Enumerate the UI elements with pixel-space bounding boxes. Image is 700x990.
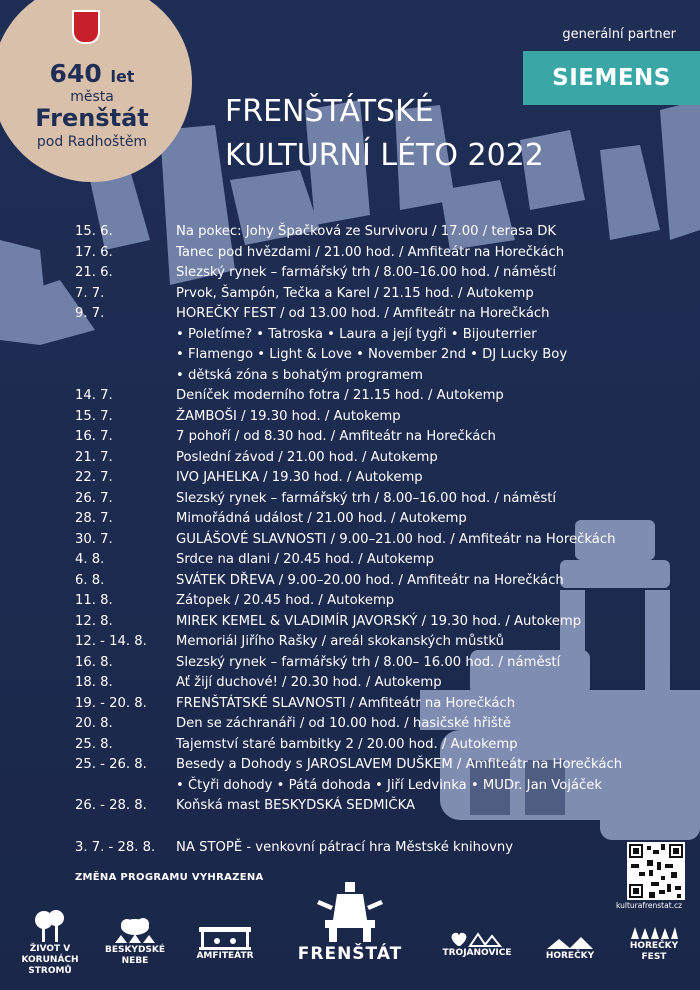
event-text: Prvok, Šampón, Tečka a Karel / 21.15 hod. / Autokemp	[176, 285, 534, 301]
event-row	[75, 243, 685, 264]
event-text: SVÁTEK DŘEVA / 9.00–20.00 hod. / Amfiteátr na Horečkách	[176, 572, 564, 588]
logo-horecky: HOREČKY	[538, 935, 602, 962]
event-row	[75, 571, 685, 592]
event-row	[75, 489, 685, 510]
event-row	[75, 612, 685, 633]
event-text: Koňská mast BESKYDSKÁ SEDMIČKA	[176, 798, 416, 813]
event-row	[75, 427, 685, 448]
event-text: Zátopek / 20.45 hod. / Autokemp	[176, 593, 395, 608]
event-date: 12. 8.	[75, 613, 113, 629]
event-text: Poslední závod / 21.00 hod. / Autokemp	[176, 449, 438, 465]
event-date: 16. 7.	[75, 429, 113, 444]
event-row	[75, 509, 685, 530]
event-date: 15. 7.	[75, 408, 113, 424]
event-row	[75, 653, 685, 674]
cloud-icon	[113, 915, 157, 945]
event-text: Tajemství staré bambitky 2 / 20.00 hod. / Autokemp	[176, 736, 518, 752]
event-date: 21. 7.	[75, 449, 113, 465]
event-date: 21. 6.	[75, 265, 113, 280]
event-row	[75, 407, 685, 428]
event-date: 26. - 28. 8.	[75, 798, 147, 813]
event-date: 30. 7.	[75, 531, 113, 547]
event-row	[75, 222, 685, 243]
qr-code-icon[interactable]	[627, 842, 685, 900]
event-date: 4. 8.	[75, 552, 105, 567]
event-date: 16. 8.	[75, 654, 113, 670]
event-text: GULÁŠOVÉ SLAVNOSTI / 9.00–21.00 hod. / Amfiteátr na Horečkách	[176, 531, 616, 547]
logo-horecky-fest: HOREČKY FEST	[622, 925, 686, 963]
event-date: 26. 7.	[75, 490, 113, 506]
event-row	[75, 591, 685, 612]
program-change-note: ZMĚNA PROGRAMU VYHRAZENA	[75, 872, 264, 883]
event-date: 20. 8.	[75, 716, 113, 731]
event-detail-row	[75, 345, 685, 366]
event-row	[75, 448, 685, 469]
event-row	[75, 530, 685, 551]
event-row	[75, 694, 685, 715]
hands-icon	[629, 925, 679, 941]
event-text: • dětská zóna s bohatým programem	[176, 367, 424, 383]
logo-beskydske-nebe: BESKYDSKÉ NEBE	[100, 915, 170, 967]
event-text: IVO JAHELKA / 19.30 hod. / Autokemp	[176, 470, 423, 485]
events-list	[75, 222, 685, 858]
event-date: 6. 8.	[75, 572, 105, 588]
event-row	[75, 468, 685, 489]
event-text: FRENŠTÁTSKÉ SLAVNOSTI / Amfiteátr na Horečkách	[176, 695, 516, 711]
event-date: 18. 8.	[75, 675, 113, 690]
event-row	[75, 263, 685, 284]
title-line-1: FRENŠTÁTSKÉ	[225, 94, 434, 129]
logo-amfiteatr: AMFITEÁTR	[185, 925, 265, 962]
radegast-icon	[315, 880, 385, 944]
tree-icon	[30, 908, 70, 944]
event-date: 15. 6.	[75, 224, 113, 239]
event-row	[75, 673, 685, 694]
event-date: 25. - 26. 8.	[75, 757, 147, 772]
event-date: 7. 7.	[75, 285, 105, 301]
stage-icon	[195, 925, 255, 951]
website-url[interactable]: kulturafrenstat.cz	[616, 901, 683, 910]
event-text: 7 pohoří / od 8.30 hod. / Amfiteátr na Horečkách	[176, 429, 496, 444]
badge-city-suffix: pod Radhoštěm	[36, 134, 148, 150]
event-text: MIREK KEMEL & VLADIMÍR JAVORSKÝ / 19.30 hod. / Autokemp	[176, 613, 582, 629]
event-text: NA STOPĚ - venkovní pátrací hra Městské knihovny	[176, 839, 514, 855]
badge-line-mesta: města	[70, 89, 114, 105]
event-row	[75, 755, 685, 776]
event-text: Den se záchranáři / od 10.00 hod. / hasičské hřiště	[176, 716, 512, 731]
event-row	[75, 838, 685, 859]
event-row	[75, 550, 685, 571]
event-text: Deníček moderního fotra / 21.15 hod. / Autokemp	[176, 388, 504, 403]
logo-zivot-v-korunach: ŽIVOT V KORUNÁCH STROMŮ	[20, 908, 80, 977]
badge-city-name: Frenštát	[35, 104, 149, 132]
event-row	[75, 284, 685, 305]
event-detail-row	[75, 776, 685, 797]
badge-years: 640 let	[49, 59, 135, 88]
logo-trojanovice: TROJANOVICE	[432, 930, 522, 959]
event-row	[75, 796, 685, 817]
siemens-logo: SIEMENS	[523, 51, 700, 105]
event-text: Mimořádná událost / 21.00 hod. / Autokemp	[176, 511, 467, 526]
event-text: Memoriál Jiřího Rašky / areál skokanských můstků	[176, 634, 504, 649]
event-date: 19. - 20. 8.	[75, 695, 147, 711]
event-date: 25. 8.	[75, 736, 113, 752]
event-text: ŽAMBOŠI / 19.30 hod. / Autokemp	[176, 408, 401, 424]
event-text: Slezský rynek – farmářský trh / 8.00–16.00 hod. / náměstí	[176, 265, 557, 280]
event-date: 14. 7.	[75, 388, 113, 403]
cable-car-icon	[545, 935, 595, 951]
event-row	[75, 735, 685, 756]
event-date: 12. - 14. 8.	[75, 634, 147, 649]
event-date: 3. 7. - 28. 8.	[75, 839, 156, 855]
event-text: • Čtyři dohody • Pátá dohoda • Jiří Ledvinka • MUDr. Jan Vojáček	[176, 777, 603, 793]
event-text: Besedy a Dohody s JAROSLAVEM DUŠKEM / Amfiteátr na Horečkách	[176, 757, 623, 772]
partner-label: generální partner	[562, 27, 676, 42]
event-text: Tanec pod hvězdami / 21.00 hod. / Amfiteátr na Horečkách	[176, 244, 565, 260]
event-row	[75, 386, 685, 407]
event-date: 17. 6.	[75, 244, 113, 260]
event-text: Slezský rynek – farmářský trh / 8.00–16.00 hod. / náměstí	[176, 490, 557, 506]
logo-frenstat: FRENŠTÁT	[290, 880, 410, 964]
event-text: Slezský rynek – farmářský trh / 8.00– 16.00 hod. / náměstí	[176, 654, 561, 670]
event-text: • Flamengo • Light & Love • November 2nd • DJ Lucky Boy	[176, 347, 568, 362]
event-text: HOREČKY FEST / od 13.00 hod. / Amfiteátr na Horečkách	[176, 306, 550, 321]
event-detail-row	[75, 366, 685, 387]
event-date: 22. 7.	[75, 470, 113, 485]
event-text: Na pokec: Johy Špačková ze Survivoru / 17.00 / terasa DK	[176, 224, 557, 239]
heart-mountains-icon	[450, 930, 504, 948]
poster-title	[225, 90, 544, 178]
event-row	[75, 304, 685, 325]
event-detail-row	[75, 325, 685, 346]
event-row	[75, 714, 685, 735]
title-line-2: KULTURNÍ LÉTO 2022	[225, 138, 544, 173]
event-text: • Poletíme? • Tatroska • Laura a její tygři • Bijouterrier	[176, 326, 537, 342]
event-date: 9. 7.	[75, 306, 105, 321]
event-row	[75, 632, 685, 653]
event-date: 11. 8.	[75, 593, 113, 608]
city-crest-icon	[72, 10, 100, 44]
event-text: Ať žijí duchové! / 20.30 hod. / Autokemp	[176, 675, 442, 690]
event-date: 28. 7.	[75, 511, 113, 526]
event-text: Srdce na dlani / 20.45 hod. / Autokemp	[176, 552, 434, 567]
